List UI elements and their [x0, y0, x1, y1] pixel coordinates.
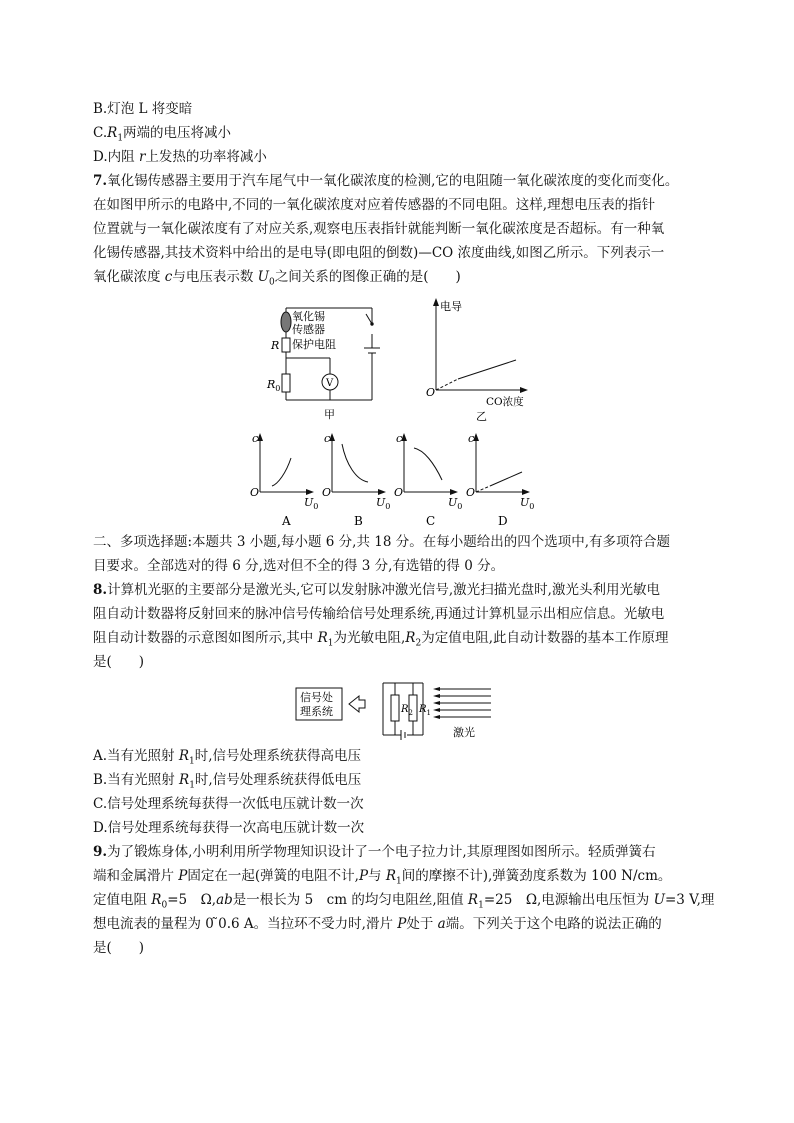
graph-curve: [342, 444, 368, 482]
q8-option-a: A.当有光照射 $R_1$时,信号处理系统获得高电压: [93, 748, 362, 767]
q7-line-3: 位置就与一氧化碳浓度有了对应关系,观察电压表指针就能判断一氧化碳浓度是否超标。有一种氧: [93, 221, 665, 237]
sensor-label-2: 传感器: [292, 323, 325, 336]
r0-label: $R_0$: [267, 378, 281, 393]
q9-line-1: 9.为了锻炼身体,小明利用所学物理知识设计了一个电子拉力计,其原理图如图所示。轻质弹簧右: [93, 844, 656, 860]
voltmeter-label: V: [326, 378, 334, 389]
graph-x-arrow: [450, 489, 458, 495]
r1-label: $R_1$: [419, 704, 431, 717]
q7-line-4: 化锡传感器,其技术资料中给出的是电导(即电阻的倒数)—CO 浓度曲线,如图乙所示。下列表示一: [93, 245, 665, 261]
q9-line-5: 是( ): [93, 940, 145, 956]
graph-dashed-segment: [476, 486, 490, 492]
graph-x-arrow: [522, 489, 530, 495]
graph-xlabel: $U_0$: [304, 496, 319, 511]
graph-option-label: D: [498, 514, 508, 528]
laser-label: 激光: [453, 726, 475, 739]
graph-ylabel: c: [252, 432, 259, 445]
q8-line-4: 是( ): [93, 654, 145, 670]
graph-curve: [272, 458, 291, 486]
graph-x-arrow: [378, 489, 386, 495]
section-2-line-1: 二、多项选择题:本题共 3 小题,每小题 6 分,共 18 分。在每小题给出的四个选项中,有多项符合题: [93, 534, 671, 550]
r2-label: $R_2$: [401, 704, 413, 717]
q8-line-1: 8.计算机光驱的主要部分是激光头,它可以发射脉冲激光信号,激光扫描光盘时,激光头利用光敏电: [93, 582, 660, 598]
q8-figure-photoresistor-counter: [293, 676, 503, 742]
figure-yi-graph: [420, 292, 540, 422]
q6-option-b: B.灯泡 L 将变暗: [93, 101, 193, 117]
graph-xlabel: $U_0$: [448, 496, 463, 511]
yi-origin: O: [426, 386, 436, 399]
graph-option-label: B: [354, 514, 363, 528]
q7-option-graphs: [250, 428, 550, 528]
graph-origin: O: [322, 486, 332, 499]
graph-ylabel: c: [468, 432, 475, 445]
graph-origin: O: [394, 486, 404, 499]
q8-line-2: 阻自动计数器将反射回来的脉冲信号传输给信号处理系统,再通过计算机显示出相应信息。光敏电: [93, 606, 665, 622]
yi-xlabel: CO浓度: [486, 396, 524, 408]
graph-line: [490, 472, 522, 486]
graph-xlabel: $U_0$: [376, 496, 391, 511]
q8-option-c: C.信号处理系统每获得一次低电压就计数一次: [93, 796, 364, 812]
q7-line-1: 7.氧化锡传感器主要用于汽车尾气中一氧化碳浓度的检测,它的电阻随一氧化碳浓度的变化而变化。: [93, 173, 679, 189]
q8-option-b: B.当有光照射 $R_1$时,信号处理系统获得低电压: [93, 772, 362, 791]
q9-line-4: 想电流表的量程为 0 ̃0.6 A。当拉环不受力时,滑片 P处于 a端。下列关于这个电路的说法正确的: [93, 916, 662, 932]
q7-line-5: 氧化碳浓度 c与电压表示数 $U_0$之间关系的图像正确的是( ): [93, 269, 461, 288]
q6-option-d: D.内阻 r上发热的功率将减小: [93, 149, 267, 165]
q7-line-2: 在如图甲所示的电路中,不同的一氧化碳浓度对应着传感器的不同电阻。这样,理想电压表的指针: [93, 197, 656, 213]
q9-line-2: 端和金属滑片 P固定在一起(弹簧的电阻不计,P与 $R_1$间的摩擦不计),弹簧劲度系数为 100 N/cm。: [93, 868, 672, 887]
figure-jia-circuit: [262, 298, 392, 420]
q9-line-3: 定值电阻 $R_0=5$ Ω,ab是一根长为 5 cm 的均匀电阻丝,阻值 $R_1=25$ Ω,电源输出电压恒为 U=3 V,理: [93, 892, 715, 911]
q8-line-3: 阻自动计数器的示意图如图所示,其中 $R_1$为光敏电阻$,R_2$为定值电阻,此自动计数器的基本工作原理: [93, 630, 669, 649]
graph-ylabel: c: [396, 432, 403, 445]
graph-xlabel: $U_0$: [520, 496, 535, 511]
signal-box-line-1: 信号处: [300, 691, 333, 704]
q8-option-d: D.信号处理系统每获得一次高电压就计数一次: [93, 820, 365, 836]
graph-option-label: C: [426, 514, 436, 528]
figure-yi-caption: 乙: [476, 410, 487, 422]
graph-origin: O: [466, 486, 476, 499]
graph-x-arrow: [306, 489, 314, 495]
figure-jia-caption: 甲: [324, 408, 335, 420]
yi-ylabel: 电导: [440, 300, 462, 313]
graph-option-label: A: [282, 514, 291, 528]
r-label: R: [271, 339, 280, 352]
protect-resistor-label: 保护电阻: [292, 338, 336, 351]
graph-curve: [414, 448, 442, 480]
section-2-line-2: 目要求。全部选对的得 6 分,选对但不全的得 3 分,有选错的得 0 分。: [93, 558, 505, 574]
graph-origin: O: [250, 486, 260, 499]
q6-option-c: $C.R_1$两端的电压将减小: [93, 125, 232, 144]
sensor-label-1: 氧化锡: [292, 310, 325, 323]
graph-ylabel: c: [324, 432, 331, 445]
signal-box-line-2: 理系统: [300, 705, 333, 718]
